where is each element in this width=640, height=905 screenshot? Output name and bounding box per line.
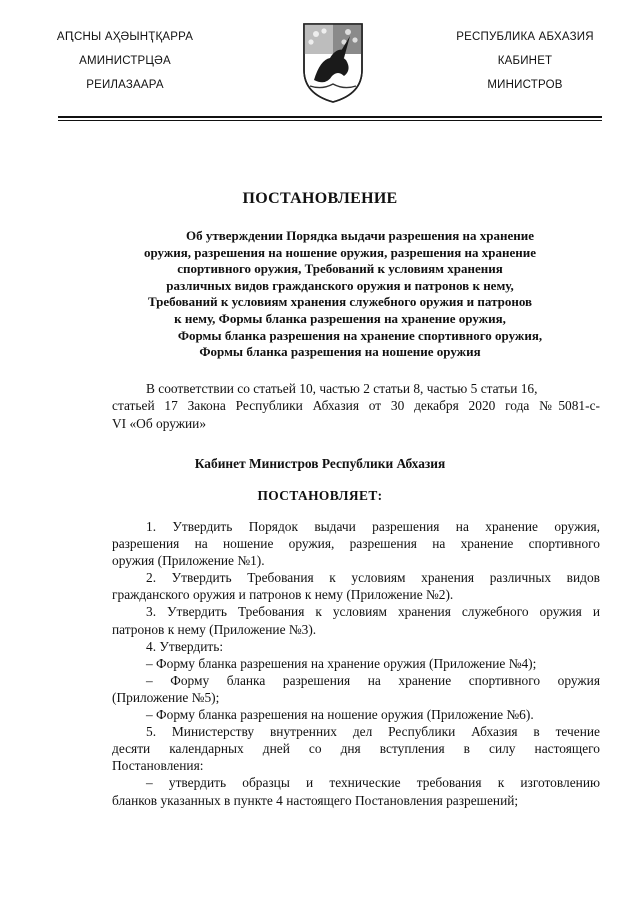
document-subject <box>110 228 570 361</box>
header-left-line-3: РЕИЛАЗААРА <box>86 79 164 91</box>
preamble-line: В соответствии со статьей 10, частью 2 статьи 8, частью 5 статьи 16, <box>146 381 538 396</box>
preamble-line: статьей 17 Закона Республики Абхазия от 30 декабря 2020 года №5081-с- <box>112 398 600 414</box>
header-right-line-2: КАБИНЕТ <box>497 55 553 67</box>
header-right-block <box>440 30 610 102</box>
item-line: 4. Утвердить: <box>146 638 224 654</box>
item-line: (Приложение №5); <box>112 689 220 705</box>
item-4 <box>112 638 600 655</box>
item-line: оружия (Приложение №1). <box>112 553 265 569</box>
item-line: – утвердить образцы и технические требования к изготовлению <box>146 775 600 791</box>
preamble-line: VI «Об оружии» <box>112 415 207 431</box>
decree-heading: ПОСТАНОВЛЯЕТ: <box>257 488 383 503</box>
subject-line: Формы бланка разрешения на ношение оружия <box>199 344 481 360</box>
item-line: десяти календарных дней со дня вступления в силу настоящего <box>112 741 600 757</box>
item-line: – Форму бланка разрешения на хранение оружия (Приложение №4); <box>146 655 537 671</box>
item-5 <box>112 723 600 774</box>
item-line: 2. Утвердить Требования к условиям хранения различных видов <box>146 570 600 586</box>
item-2 <box>112 569 600 603</box>
header-left-line-2: АМИНИСТРЦӘА <box>79 55 171 67</box>
header-right-line-3: МИНИСТРОВ <box>487 79 563 91</box>
item-1 <box>112 518 600 569</box>
subject-line: оружия, разрешения на ношение оружия, разрешения на хранение <box>143 244 537 260</box>
header-left-line-1: АԤСНЫ АҲӘЫНҬҚАРРА <box>56 31 194 43</box>
header-left-block <box>40 30 210 102</box>
decree-items <box>112 518 600 809</box>
subject-line: к нему, Формы бланка разрешения на хранение оружия, <box>174 310 506 326</box>
state-emblem-icon <box>300 20 366 104</box>
item-line: патронов к нему (Приложение №3). <box>112 621 317 637</box>
cabinet-heading: Кабинет Министров Республики Абхазия <box>194 456 446 471</box>
header-divider-thin <box>58 120 602 121</box>
item-4a <box>112 655 600 672</box>
header-divider-thick <box>58 116 602 118</box>
item-5a <box>112 774 600 808</box>
document-title: ПОСТАНОВЛЕНИЕ <box>242 190 398 207</box>
subject-line: Требований к условиям хранения служебного оружия и патронов <box>147 294 533 310</box>
item-line: 5. Министерству внутренних дел Республики Абхазия в течение <box>146 724 600 740</box>
subject-line: различных видов гражданского оружия и патронов к нему, <box>166 277 514 293</box>
subject-line: Об утверждении Порядка выдачи разрешения на хранение <box>186 228 534 243</box>
subject-line: спортивного оружия, Требований к условиям хранения <box>177 261 503 277</box>
item-line: бланков указанных в пункте 4 настоящего Постановления разрешений; <box>112 792 519 808</box>
preamble-paragraph <box>112 380 600 432</box>
subject-line: Формы бланка разрешения на хранение спортивного оружия, <box>177 327 543 343</box>
item-line: 1. Утвердить Порядок выдачи разрешения на хранение оружия, <box>146 519 600 534</box>
header-right-line-1: РЕСПУБЛИКА АБХАЗИЯ <box>456 31 594 43</box>
item-4b <box>112 672 600 706</box>
item-line: Постановления: <box>112 758 204 774</box>
item-line: разрешения на ношение оружия, разрешения на хранение спортивного <box>112 536 600 552</box>
item-4c <box>112 706 600 723</box>
item-3 <box>112 603 600 637</box>
item-line: – Форму бланка разрешения на ношение оружия (Приложение №6). <box>146 707 534 723</box>
item-line: – Форму бланка разрешения на хранение спортивного оружия <box>146 672 600 688</box>
item-line: гражданского оружия и патронов к нему (Приложение №2). <box>112 587 454 603</box>
item-line: 3. Утвердить Требования к условиям хранения служебного оружия и <box>146 604 600 620</box>
